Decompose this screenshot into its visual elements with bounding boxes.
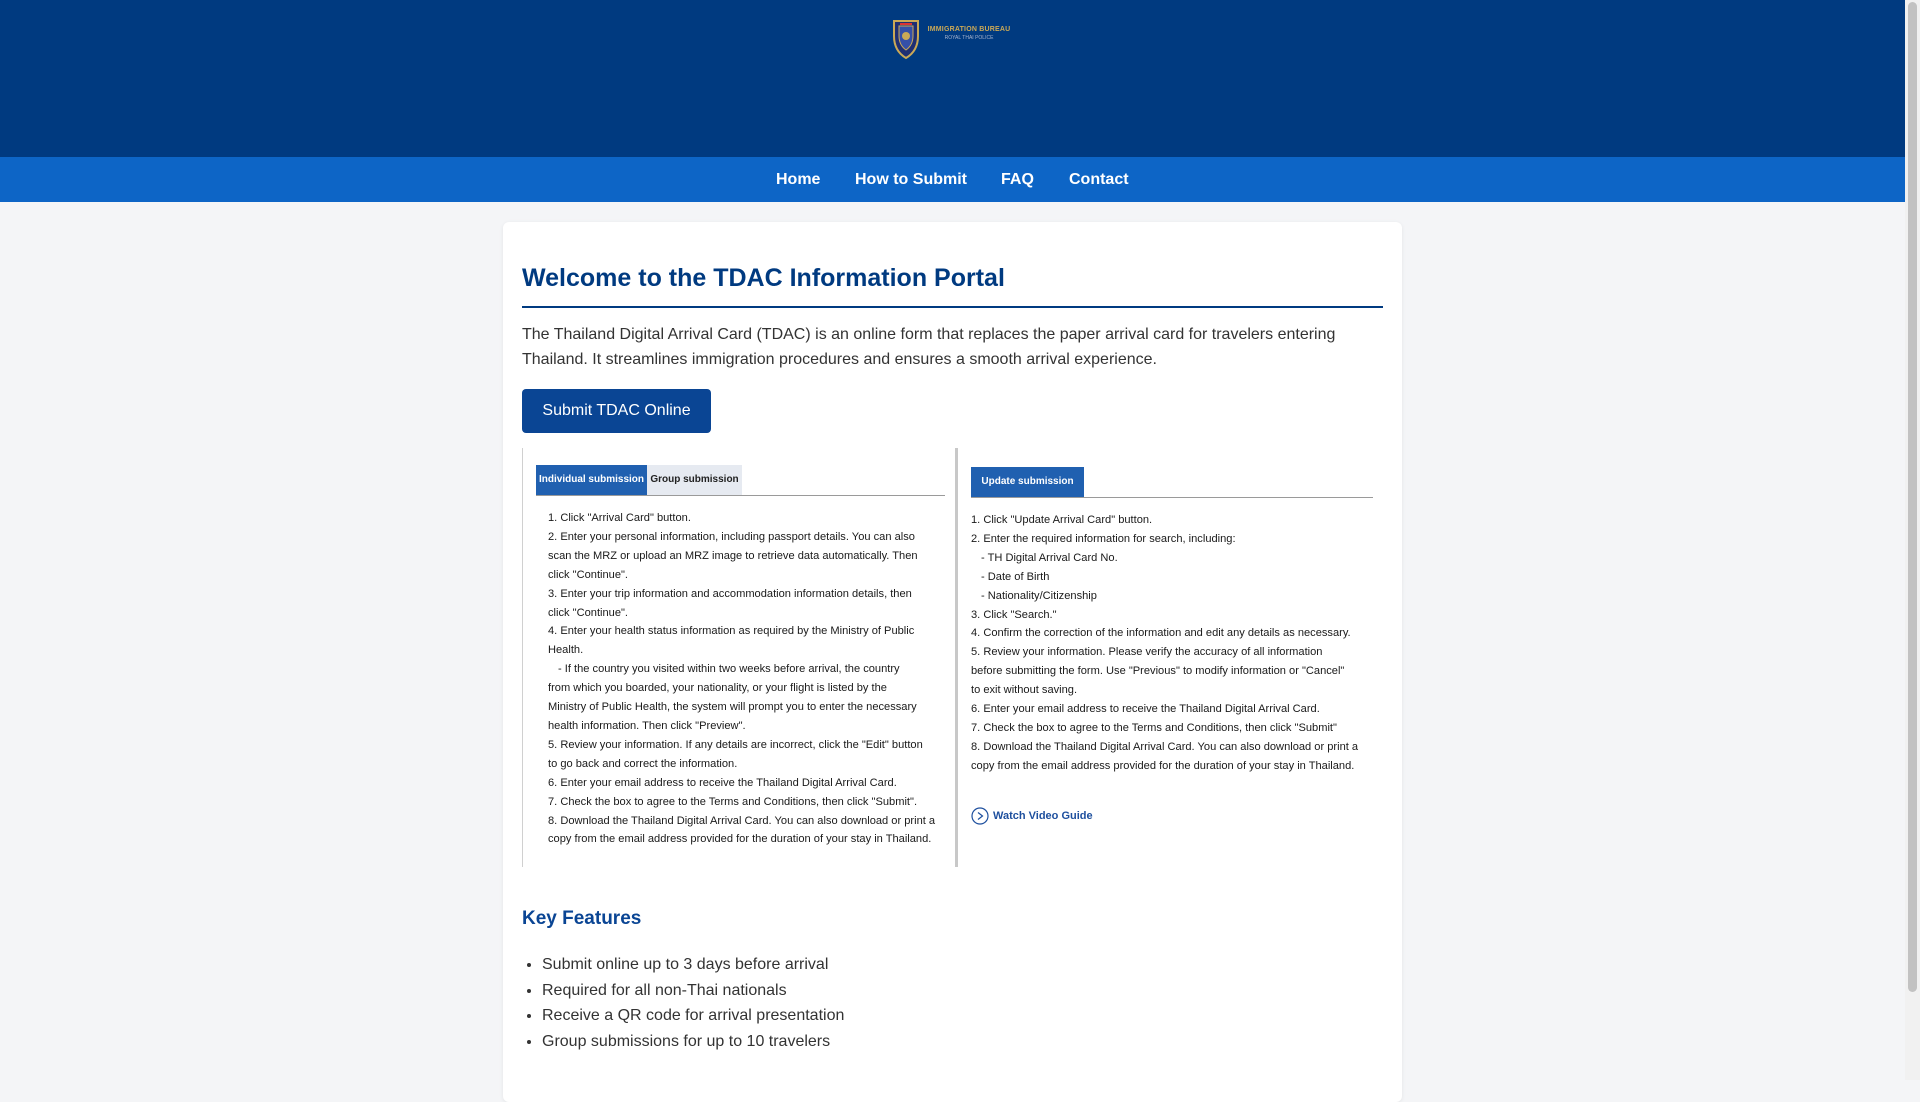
page-scrollbar[interactable]	[1905, 0, 1920, 1080]
step-line: to exit without saving.	[971, 684, 1078, 697]
step-line: 7. Check the box to agree to the Terms and Conditions, then click "Submit".	[548, 795, 918, 808]
guide-tabs	[536, 465, 945, 496]
scrollbar-thumb[interactable]	[1908, 2, 1917, 992]
step-line: 5. Review your information. If any details are incorrect, click the "Edit" button	[548, 738, 923, 751]
feature-item: • Receive a QR code for arrival presentation	[542, 1003, 844, 1029]
step-line: before submitting the form. Use "Previous" to modify information or "Cancel"	[971, 665, 1345, 678]
individual-guide-panel	[522, 448, 958, 867]
step-line: 8. Download the Thailand Digital Arrival Card. You can also download or print a	[971, 740, 1359, 753]
step-line: 8. Download the Thailand Digital Arrival Card. You can also download or print a	[548, 814, 936, 827]
update-guide-panel	[958, 448, 1383, 867]
step-line: - Date of Birth	[981, 570, 1050, 583]
logo-subtitle: ROYAL THAI POLICE	[944, 35, 994, 41]
step-line: 3. Enter your trip information and accommodation information details, then	[548, 587, 912, 600]
feature-item: • Submit online up to 3 days before arrival	[542, 952, 844, 978]
content-card	[503, 222, 1402, 1102]
feature-item: • Required for all non-Thai nationals	[542, 978, 844, 1004]
step-line: 4. Enter your health status information as required by the Ministry of Public	[548, 625, 915, 638]
police-emblem-icon	[891, 18, 921, 60]
logo-wordmark	[922, 25, 1016, 42]
play-circle-icon	[971, 807, 989, 825]
page-title: Welcome to the TDAC Information Portal	[522, 264, 1005, 292]
logo-title: IMMIGRATION BUREAU	[927, 26, 1011, 33]
step-line: 4. Confirm the correction of the information and edit any details as necessary.	[971, 627, 1351, 640]
step-line: - Nationality/Citizenship	[981, 589, 1097, 602]
step-line: 5. Review your information. Please verify the accuracy of all information	[971, 646, 1323, 659]
step-line: - TH Digital Arrival Card No.	[981, 551, 1118, 564]
update-tabs	[971, 467, 1373, 498]
tab-group-submission[interactable]: Group submission	[647, 465, 742, 495]
title-divider	[522, 306, 1383, 308]
step-line: copy from the email address provided for the duration of your stay in Thailand.	[548, 833, 932, 846]
nav-faq[interactable]: FAQ	[1001, 171, 1034, 188]
tab-update-submission[interactable]: Update submission	[971, 467, 1084, 497]
site-header	[0, 0, 1905, 157]
step-line: 1. Click "Arrival Card" button.	[548, 512, 691, 524]
step-line: health information. Then click "Preview".	[548, 719, 746, 732]
step-line: 6. Enter your email address to receive the Thailand Digital Arrival Card.	[971, 703, 1320, 716]
step-line: 1. Click "Update Arrival Card" button.	[971, 514, 1153, 526]
tab-individual-submission[interactable]: Individual submission	[536, 465, 647, 495]
nav-how-to-submit[interactable]: How to Submit	[855, 171, 967, 188]
step-line: 2. Enter the required information for search, including:	[971, 532, 1236, 545]
step-line: click "Continue".	[548, 568, 629, 581]
step-line: Health.	[548, 644, 584, 657]
step-line: - If the country you visited within two weeks before arrival, the country	[558, 663, 900, 676]
step-line: 3. Click "Search."	[971, 608, 1057, 621]
main-nav	[0, 157, 1905, 202]
step-line: 7. Check the box to agree to the Terms and Conditions, then click "Submit"	[971, 721, 1337, 734]
key-features-heading: Key Features	[522, 908, 642, 929]
step-line: copy from the email address provided for the duration of your stay in Thailand.	[971, 759, 1355, 772]
watch-video-guide-link[interactable]	[971, 806, 1093, 826]
key-features-list	[522, 952, 844, 1054]
step-line: 6. Enter your email address to receive the Thailand Digital Arrival Card.	[548, 776, 897, 789]
video-link-label: Watch Video Guide	[993, 810, 1093, 822]
step-line: 2. Enter your personal information, including passport details. You can also	[548, 530, 915, 543]
individual-steps	[548, 509, 949, 849]
intro-text: The Thailand Digital Arrival Card (TDAC) is an online form that replaces the paper arrival card for travelers entering Thailand. It streamlines immigration procedures and ensures a smooth arrival experience.	[522, 326, 1336, 368]
immigration-logo[interactable]	[890, 16, 1016, 62]
step-line: scan the MRZ or upload an MRZ image to retrieve data automatically. Then	[548, 549, 918, 562]
step-line: click "Continue".	[548, 606, 629, 619]
nav-home[interactable]: Home	[776, 171, 821, 188]
step-line: from which you boarded, your nationality, or your flight is listed by the	[548, 682, 887, 695]
update-steps	[971, 511, 1377, 776]
submit-tdac-button[interactable]: Submit TDAC Online	[522, 389, 711, 433]
nav-contact[interactable]: Contact	[1069, 171, 1129, 188]
step-line: Ministry of Public Health, the system will prompt you to enter the necessary	[548, 701, 917, 714]
step-line: to go back and correct the information.	[548, 757, 738, 770]
feature-item: • Group submissions for up to 10 travelers	[542, 1029, 844, 1055]
